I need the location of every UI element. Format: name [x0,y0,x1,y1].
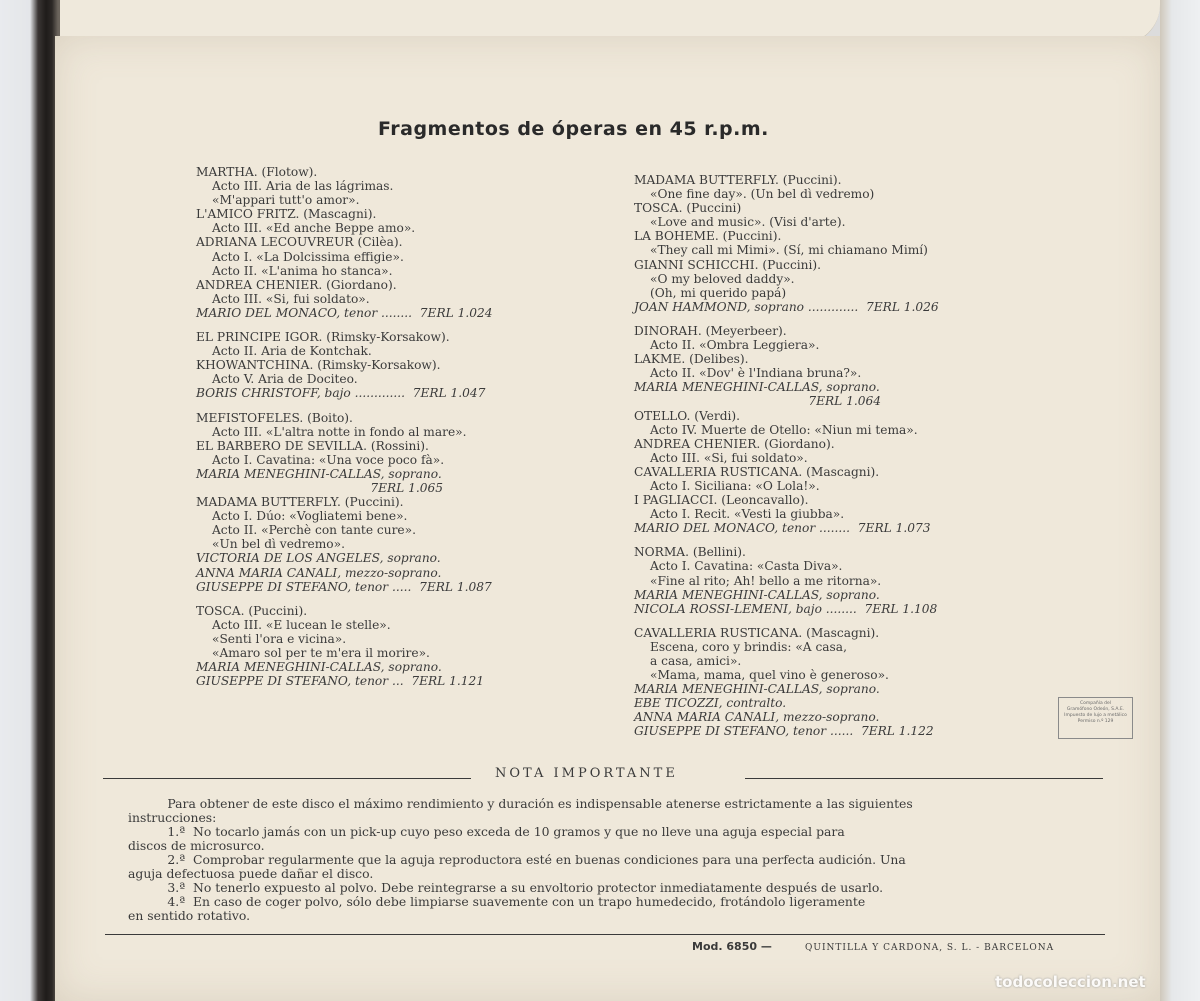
artist-line: GIUSEPPE DI STEFANO, tenor ... 7ERL 1.121 [196,674,485,689]
opera-title: I PAGLIACCI. (Leoncavallo). [634,493,809,508]
note-line: aguja defectuosa puede dañar el disco. [128,866,374,881]
note-line: 2.ª Comprobar regularmente que la aguja reproductora esté en buenas condiciones para una perfecta audición. Una [128,852,906,867]
nota-title: NOTA IMPORTANTE [495,766,678,781]
aria-line: (Oh, mi querido papá) [650,285,787,300]
right-catalog-column [634,173,939,739]
aria-line: Acto II. «Ombra Leggiera». [650,338,820,353]
opera-title: ANDREA CHENIER. (Giordano). [634,436,835,451]
opera-title: CAVALLERIA RUSTICANA. (Mascagni). [634,464,880,479]
opera-title: GIANNI SCHICCHI. (Puccini). [634,257,822,272]
artist-line: NICOLA ROSSI-LEMENI, bajo ........ 7ERL 1.108 [634,601,938,616]
aria-line: «O my beloved daddy». [650,271,795,286]
spacer [634,314,939,324]
opera-title: KHOWANTCHINA. (Rimsky-Korsakow). [196,358,441,373]
note-line: 3.ª No tenerlo expuesto al polvo. Debe reintegrarse a su envoltorio protector inmediatamente después de usarlo. [128,880,884,895]
watermark: todocoleccion.net [995,973,1146,991]
aria-line: Acto II. «Dov' è l'Indiana bruna?». [650,366,862,381]
aria-line: Acto II. «Perchè con tante cure». [212,523,416,538]
opera-title: TOSCA. (Puccini). [196,603,308,618]
artist-line: GIUSEPPE DI STEFANO, tenor ..... 7ERL 1.087 [196,579,492,594]
aria-line: «One fine day». (Un bel dì vedremo) [650,187,875,202]
stamp-line: Permiso n.º 129 [1077,719,1114,724]
artist-line: EBE TICOZZI, contralto. [634,696,787,711]
aria-line: Acto III. Aria de las lágrimas. [212,179,394,194]
background-right [1160,0,1200,1001]
spacer [634,616,939,626]
artist-line: BORIS CHRISTOFF, bajo ............. 7ERL 1.047 [196,386,486,401]
aria-line: Acto IV. Muerte de Otello: «Niun mi tema». [650,422,918,437]
opera-title: MADAMA BUTTERFLY. (Puccini). [634,173,842,187]
opera-title: ADRIANA LECOUVREUR (Cilèa). [196,235,403,250]
note-line: 4.ª En caso de coger polvo, sólo debe limpiarse suavemente con un trapo humedecido, frotándolo ligeramente [128,894,866,909]
opera-title: CAVALLERIA RUSTICANA. (Mascagni). [634,625,880,640]
aria-line: Acto III. «L'altra notte in fondo al mare». [212,424,467,439]
aria-line: Acto II. Aria de Kontchak. [212,344,372,359]
opera-title: OTELLO. (Verdi). [634,408,741,423]
spacer [196,594,492,604]
aria-line: «Un bel dì vedremo». [212,537,345,552]
artist-line: MARIA MENEGHINI-CALLAS, soprano. [634,587,880,602]
opera-title: TOSCA. (Puccini) [634,201,742,216]
artist-line: VICTORIA DE LOS ANGELES, soprano. [196,551,441,566]
aria-line: «M'appari tutt'o amor». [212,193,360,208]
note-line: en sentido rotativo. [128,908,251,923]
artist-line: MARIA MENEGHINI-CALLAS, soprano. [196,660,442,675]
aria-line: Acto III. «Ed anche Beppe amo». [212,221,416,236]
aria-line: Acto V. Aria de Dociteo. [212,372,358,387]
spacer [196,320,492,330]
tax-stamp [1058,697,1133,739]
aria-line: Acto II. «L'anima ho stanca». [212,263,393,278]
artist-line: MARIA MENEGHINI-CALLAS, soprano. [196,466,442,481]
important-note-text [128,797,913,923]
note-line: instrucciones: [128,810,217,825]
note-line: 1.ª No tocarlo jamás con un pick-up cuyo peso exceda de 10 gramos y que no lleve una aguja especial para [128,824,845,839]
opera-title: L'AMICO FRITZ. (Mascagni). [196,207,377,222]
aria-line: Escena, coro y brindis: «A casa, [650,639,847,654]
artist-line: 7ERL 1.065 [196,480,444,495]
aria-line: Acto III. «E lucean le stelle». [212,617,391,632]
printer-credit: QUINTILLA Y CARDONA, S. L. - BARCELONA [805,943,1055,953]
aria-line: «Mama, mama, quel vino è generoso». [650,668,889,683]
spacer [196,401,492,411]
aria-line: «Love and music». (Visi d'arte). [650,215,846,230]
aria-line: Acto I. Dúo: «Vogliatemi bene». [212,509,408,524]
opera-title: DINORAH. (Meyerbeer). [634,323,787,338]
aria-line: Acto I. Cavatina: «Casta Diva». [650,559,843,574]
stamp-line: Impuesto de lujo a metálico [1064,713,1127,718]
opera-title: EL BARBERO DE SEVILLA. (Rossini). [196,438,429,453]
artist-line: ANNA MARIA CANALI, mezzo-soprano. [196,565,442,580]
artist-line: MARIO DEL MONACO, tenor ........ 7ERL 1.073 [634,521,931,536]
aria-line: «They call mi Mimi». (Sí, mi chiamano Mimí) [650,243,928,258]
opera-title: MADAMA BUTTERFLY. (Puccini). [196,495,404,510]
aria-line: Acto I. Recit. «Vesti la giubba». [650,507,845,522]
page-title: Fragmentos de óperas en 45 r.p.m. [378,118,769,140]
artist-line: ANNA MARIA CANALI, mezzo-soprano. [634,710,880,725]
opera-title: LAKME. (Delibes). [634,352,749,367]
aria-line: «Amaro sol per te m'era il morire». [212,646,430,660]
spacer [634,535,939,545]
artist-line: GIUSEPPE DI STEFANO, tenor ...... 7ERL 1.122 [634,724,934,739]
nota-rule-left [103,778,471,779]
artist-line: JOAN HAMMOND, soprano ............. 7ERL 1.026 [634,299,939,314]
opera-title: NORMA. (Bellini). [634,545,746,560]
model-number: Mod. 6850 — [692,940,772,953]
opera-title: MARTHA. (Flotow). [196,165,318,179]
aria-line: Acto III. «Si, fui soldato». [650,450,808,465]
artist-line: 7ERL 1.064 [634,394,882,409]
aria-line: Acto I. Cavatina: «Una voce poco fà». [212,452,445,467]
opera-title: MEFISTOFELES. (Boito). [196,410,353,425]
aria-line: «Fine al rito; Ah! bello a me ritorna». [650,573,882,588]
aria-line: Acto III. «Si, fui soldato». [212,291,370,306]
aria-line: «Senti l'ora e vicina». [212,631,347,646]
footer-rule [105,934,1105,935]
opera-title: EL PRINCIPE IGOR. (Rimsky-Korsakow). [196,330,450,345]
aria-line: a casa, amici». [650,654,742,668]
aria-line: Acto I. «La Dolcissima effigie». [212,249,404,264]
artist-line: MARIA MENEGHINI-CALLAS, soprano. [634,682,880,697]
artist-line: MARIA MENEGHINI-CALLAS, soprano. [634,380,880,395]
opera-title: ANDREA CHENIER. (Giordano). [196,277,397,292]
artist-line: MARIO DEL MONACO, tenor ........ 7ERL 1.024 [196,305,493,320]
stamp-line: Compañía del [1079,701,1112,706]
left-catalog-column [196,165,492,688]
stamp-line: Gramófono Odeón, S.A.E. [1066,707,1125,712]
aria-line: Acto I. Siciliana: «O Lola!». [650,478,820,493]
opera-title: LA BOHEME. (Puccini). [634,229,782,244]
note-line: discos de microsurco. [128,838,265,853]
nota-rule-right [745,778,1103,779]
note-line: Para obtener de este disco el máximo rendimiento y duración es indispensable atenerse estrictamente a las siguientes [128,796,913,811]
background-left [0,0,60,1001]
